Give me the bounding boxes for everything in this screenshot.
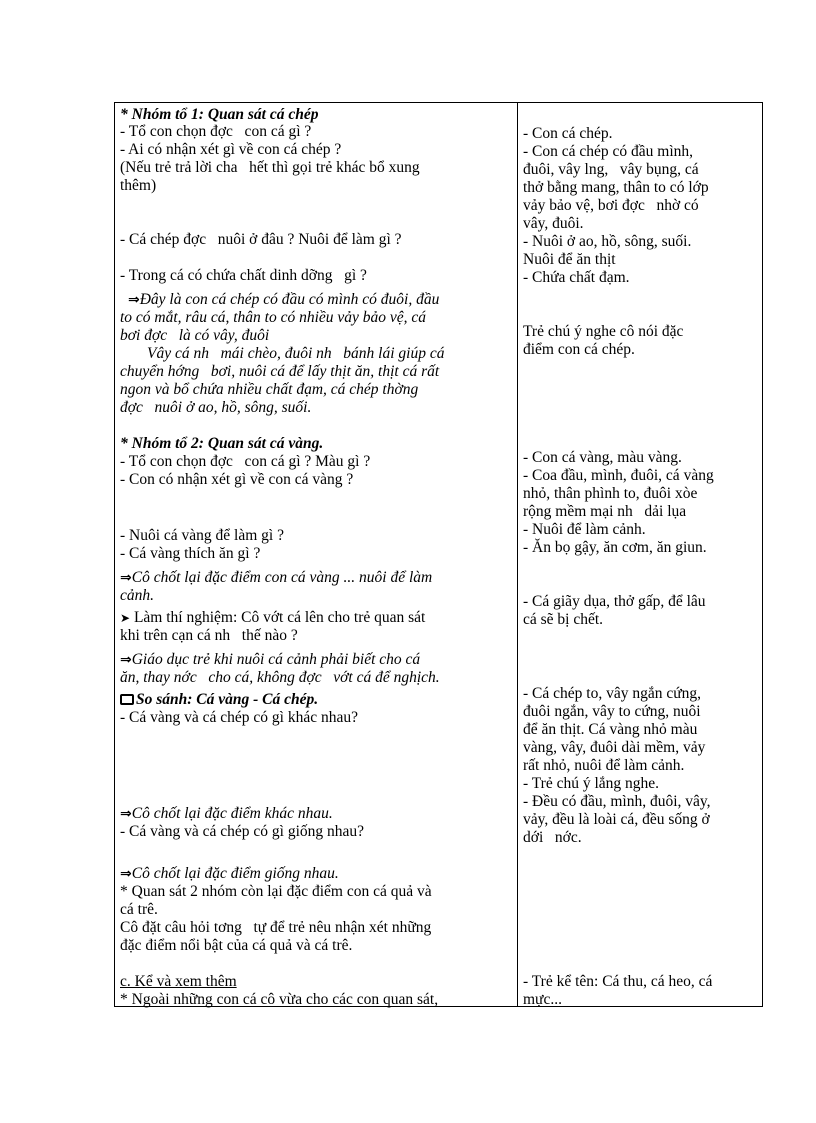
child-activity-line xyxy=(523,991,562,1008)
teacher-activity-line xyxy=(120,627,298,644)
child-activity-text: cá sẽ bị chết. xyxy=(523,611,604,628)
teacher-activity-text: khi trên cạn cá nh thế nào ? xyxy=(120,627,298,644)
child-activity-line xyxy=(523,161,699,178)
teacher-activity-line xyxy=(120,106,319,123)
child-activity-line xyxy=(523,503,686,520)
teacher-activity-text: - Tổ con chọn đợc con cá gì ? xyxy=(120,123,312,140)
child-activity-text: - Ăn bọ gậy, ăn cơm, ăn giun. xyxy=(523,539,707,556)
teacher-activity-text: - Cá vàng thích ăn gì ? xyxy=(120,545,261,562)
teacher-activity-text: * Ngoài những con cá cô vừa cho các con quan sát, xyxy=(120,991,439,1008)
teacher-activity-line xyxy=(120,973,237,990)
teacher-activity-text: ăn, thay nớc cho cá, không đợc vớt cá để nghịch. xyxy=(120,669,440,686)
child-activity-text: - Cá chép to, vây ngắn cứng, xyxy=(523,685,701,702)
double-arrow-icon: ⇒ xyxy=(120,652,132,668)
teacher-activity-line xyxy=(147,345,444,362)
child-activity-line xyxy=(523,739,705,756)
child-activity-text: vảy bảo vệ, bơi đợc nhờ có xyxy=(523,197,699,214)
child-activity-text: - Cá giãy dụa, thở gấp, để lâu xyxy=(523,593,706,610)
teacher-activity-text: Cô chốt lại đặc điểm giống nhau. xyxy=(131,865,339,882)
child-activity-line xyxy=(523,521,646,538)
child-activity-line xyxy=(523,685,701,702)
teacher-activity-line xyxy=(120,141,341,158)
teacher-activity-line xyxy=(120,381,418,398)
child-activity-text: đuôi ngắn, vây to cứng, nuôi xyxy=(523,703,701,720)
child-activity-text: rộng mềm mại nh dải lụa xyxy=(523,503,687,520)
teacher-activity-text: bơi đợc là có vây, đuôi xyxy=(120,327,270,344)
teacher-activity-line xyxy=(120,327,269,344)
teacher-activity-line xyxy=(120,609,425,627)
teacher-activity-text: - Tổ con chọn đợc con cá gì ? Màu gì ? xyxy=(120,453,371,470)
teacher-activity-text: * Nhóm tổ 2: Quan sát cá vàng. xyxy=(120,435,324,452)
child-activity-line xyxy=(523,341,635,358)
child-activity-line xyxy=(523,143,693,160)
teacher-activity-text: * Quan sát 2 nhóm còn lại đặc điểm con cá quả và xyxy=(120,883,432,900)
teacher-activity-text: đợc nuôi ở ao, hồ, sông, suối. xyxy=(120,399,312,416)
teacher-activity-line xyxy=(120,883,432,900)
child-activity-line xyxy=(523,793,711,810)
teacher-activity-text: Cô chốt lại đặc điểm con cá vàng ... nuôi để làm xyxy=(131,569,433,586)
teacher-activity-text: - Cá vàng và cá chép có gì giống nhau? xyxy=(120,823,365,840)
teacher-activity-line xyxy=(120,901,158,918)
child-activity-line xyxy=(523,179,709,196)
teacher-activity-text: - Trong cá có chứa chất dinh dỡng gì ? xyxy=(120,267,367,284)
teacher-activity-text: cảnh. xyxy=(120,587,155,604)
child-activity-line xyxy=(523,233,691,250)
child-activity-line xyxy=(523,611,603,628)
teacher-activity-line xyxy=(120,691,318,708)
teacher-activity-text: Vây cá nh mái chèo, đuôi nh bánh lái giúp cá xyxy=(147,345,445,362)
teacher-activity-line xyxy=(120,651,420,669)
teacher-activity-line xyxy=(120,937,352,954)
teacher-activity-text: * Nhóm tổ 1: Quan sát cá chép xyxy=(120,106,319,123)
teacher-activity-line xyxy=(120,231,402,248)
teacher-activity-line xyxy=(120,823,364,840)
lesson-table xyxy=(114,102,763,1007)
teacher-activity-line xyxy=(120,587,154,604)
teacher-activity-line xyxy=(120,709,358,726)
teacher-activity-text: đặc điểm nổi bật của cá quả và cá trê. xyxy=(120,937,353,954)
child-activity-text: - Trẻ chú ý lắng nghe. xyxy=(523,775,660,792)
child-activity-text: - Nuôi ở ao, hồ, sông, suối. xyxy=(523,233,692,250)
teacher-activity-line xyxy=(120,399,311,416)
child-activity-text: thở bằng mang, thân to có lớp xyxy=(523,179,709,196)
child-activity-line xyxy=(523,467,714,484)
child-activity-line xyxy=(523,757,684,774)
child-activity-line xyxy=(523,197,699,214)
teacher-activity-line xyxy=(120,669,440,686)
teacher-activity-text: Đây là con cá chép có đầu có mình có đuôi, đầu xyxy=(139,291,440,308)
teacher-activity-line xyxy=(120,527,284,544)
teacher-activity-text: - Cá vàng và cá chép có gì khác nhau? xyxy=(120,709,358,726)
double-arrow-icon: ⇒ xyxy=(120,866,132,882)
teacher-activity-text: Cô chốt lại đặc điểm khác nhau. xyxy=(131,805,333,822)
teacher-activity-line xyxy=(120,435,323,452)
child-activity-line xyxy=(523,973,712,990)
teacher-activity-line xyxy=(120,363,439,380)
child-activity-text: - Con cá vàng, màu vàng. xyxy=(523,449,682,466)
child-activity-text: mực... xyxy=(523,991,562,1008)
teacher-activity-line xyxy=(120,159,420,176)
teacher-activity-line xyxy=(120,919,431,936)
child-activity-line xyxy=(523,539,707,556)
child-activity-text: đuôi, vây lng, vây bụng, cá xyxy=(523,161,699,178)
child-activity-text: - Con cá chép có đầu mình, xyxy=(523,143,694,160)
teacher-activity-text: - Cá chép đợc nuôi ở đâu ? Nuôi để làm gì ? xyxy=(120,231,402,248)
teacher-activity-line xyxy=(120,267,367,284)
pointer-arrowhead-icon: ➤ xyxy=(120,611,131,625)
teacher-activity-text: to có mắt, râu cá, thân to có nhiều vảy bảo vệ, cá xyxy=(120,309,427,326)
child-activity-text: vảy, đều là loài cá, đều sống ở xyxy=(523,811,710,828)
child-activity-text: - Đều có đầu, mình, đuôi, vây, xyxy=(523,793,711,810)
child-activity-text: để ăn thịt. Cá vàng nhỏ màu xyxy=(523,721,698,738)
child-activity-text: điểm con cá chép. xyxy=(523,341,635,358)
child-activity-line xyxy=(523,251,616,268)
child-activity-line xyxy=(523,215,584,232)
teacher-activity-line xyxy=(120,453,370,470)
child-activity-line xyxy=(523,485,697,502)
open-book-icon xyxy=(120,694,134,705)
double-arrow-icon: ⇒ xyxy=(128,292,140,308)
teacher-activity-text: cá trê. xyxy=(120,901,158,918)
teacher-activity-line xyxy=(120,309,426,326)
child-activity-line xyxy=(523,125,613,142)
child-activity-text: - Trẻ kể tên: Cá thu, cá heo, cá xyxy=(523,973,713,990)
child-activity-line xyxy=(523,269,630,286)
teacher-activity-line xyxy=(120,177,156,194)
teacher-activity-text: Làm thí nghiệm: Cô vớt cá lên cho trẻ quan sát xyxy=(130,609,426,626)
child-activity-line xyxy=(523,323,683,340)
child-activity-line xyxy=(523,593,706,610)
teacher-activity-text: thêm) xyxy=(120,177,157,194)
double-arrow-icon: ⇒ xyxy=(120,570,132,586)
child-activity-text: - Nuôi để làm cảnh. xyxy=(523,521,646,538)
child-activity-text: Trẻ chú ý nghe cô nói đặc xyxy=(523,323,684,340)
teacher-activity-line xyxy=(120,471,353,488)
teacher-activity-line xyxy=(120,123,311,140)
teacher-activity-text: (Nếu trẻ trả lời cha hết thì gọi trẻ khác bổ xung xyxy=(120,159,420,176)
child-activity-line xyxy=(523,811,710,828)
teacher-activity-text: So sánh: Cá vàng - Cá chép. xyxy=(136,691,319,708)
teacher-activity-text: - Con có nhận xét gì về con cá vàng ? xyxy=(120,471,354,488)
child-activity-text: vây, đuôi. xyxy=(523,215,584,232)
teacher-activity-line xyxy=(128,291,439,309)
child-activity-text: rất nhỏ, nuôi để làm cảnh. xyxy=(523,757,685,774)
child-activity-line xyxy=(523,449,682,466)
teacher-activity-text: c. Kể và xem thêm xyxy=(120,973,237,990)
teacher-activity-text: ngon và bổ chứa nhiều chất đạm, cá chép thờng xyxy=(120,381,419,398)
child-activity-text: dới nớc. xyxy=(523,829,582,846)
child-activity-line xyxy=(523,703,701,720)
teacher-activity-text: - Nuôi cá vàng để làm gì ? xyxy=(120,527,284,544)
child-activity-text: vàng, vây, đuôi dài mềm, vảy xyxy=(523,739,706,756)
child-activity-line xyxy=(523,829,582,846)
teacher-activity-line xyxy=(120,805,333,823)
child-activity-text: Nuôi để ăn thịt xyxy=(523,251,616,268)
teacher-activity-text: Giáo dục trẻ khi nuôi cá cảnh phải biết cho cá xyxy=(131,651,421,668)
child-activity-text: - Con cá chép. xyxy=(523,125,613,142)
child-activity-text: - Chứa chất đạm. xyxy=(523,269,630,286)
teacher-activity-text: chuyển hớng bơi, nuôi cá để lấy thịt ăn, thịt cá rất xyxy=(120,363,440,380)
teacher-activity-line xyxy=(120,991,438,1008)
teacher-activity-line xyxy=(120,545,260,562)
child-activity-text: - Coa đầu, mình, đuôi, cá vàng xyxy=(523,467,714,484)
teacher-activity-line xyxy=(120,865,339,883)
double-arrow-icon: ⇒ xyxy=(120,806,132,822)
child-activity-line xyxy=(523,721,697,738)
teacher-activity-text: - Ai có nhận xét gì về con cá chép ? xyxy=(120,141,342,158)
column-divider xyxy=(517,103,518,1006)
child-activity-line xyxy=(523,775,659,792)
child-activity-text: nhỏ, thân phình to, đuôi xòe xyxy=(523,485,698,502)
teacher-activity-text: Cô đặt câu hỏi tơng tự để trẻ nêu nhận xét những xyxy=(120,919,432,936)
teacher-activity-line xyxy=(120,569,432,587)
